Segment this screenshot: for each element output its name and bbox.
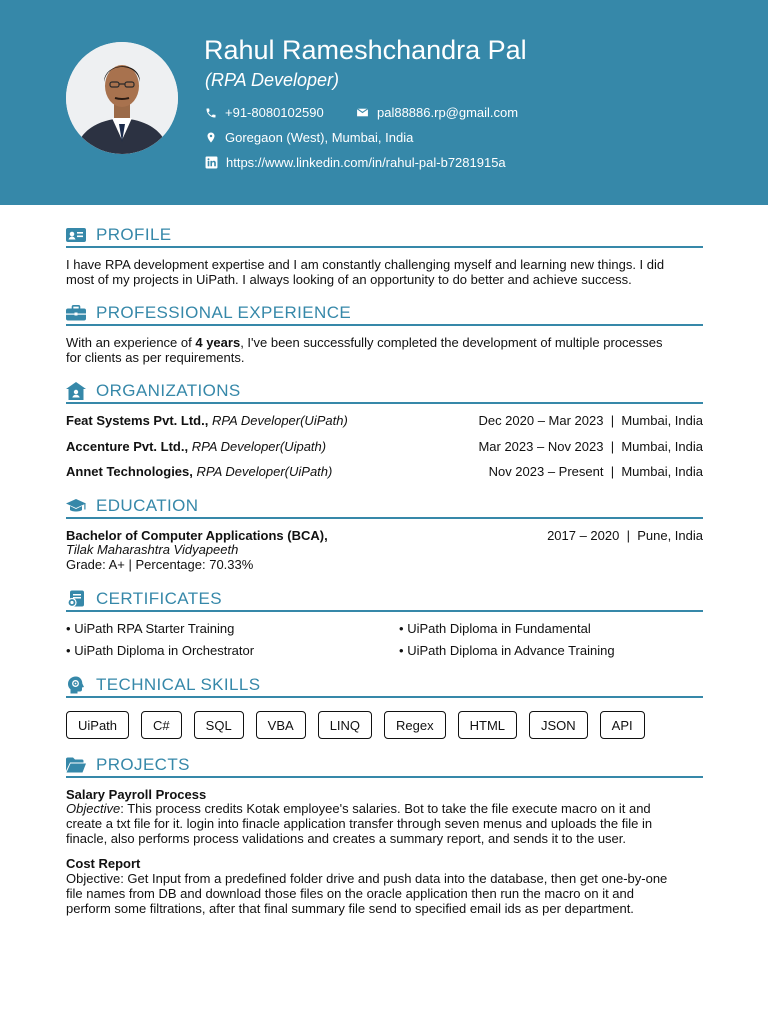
project-line: finacle, also performs process validations and creates a summary report, and sends it to the user. [66, 831, 626, 846]
project-line: Objective: Get Input from a predefined folder drive and push data into the database, then get one-by-one [66, 871, 668, 886]
phone-icon [205, 107, 217, 119]
skill-tag: VBA [256, 711, 306, 739]
experience-section-header [66, 302, 703, 326]
certificate-name: UiPath Diploma in Advance Training [407, 643, 615, 658]
skill-tag: API [600, 711, 645, 739]
bullet: • [66, 621, 71, 636]
organization-row [66, 413, 703, 428]
organization-period [478, 413, 703, 428]
skills-section-header [66, 674, 703, 698]
skill-tag: JSON [529, 711, 588, 739]
skill-tag: HTML [458, 711, 517, 739]
email-icon [356, 107, 369, 118]
skill-tag: UiPath [66, 711, 129, 739]
header-banner [0, 0, 768, 205]
project-title: Salary Payroll Process [66, 787, 207, 802]
experience-title: PROFESSIONAL EXPERIENCE [96, 303, 352, 322]
linkedin-icon [205, 156, 218, 169]
job-location: Mumbai, India [621, 439, 703, 454]
experience-suffix: , I've been successfully completed the development of multiple processes [240, 335, 663, 350]
projects-section-header [66, 754, 703, 778]
education-dates: 2017 – 2020 [547, 528, 620, 543]
education-grade: Grade: A+ | Percentage: 70.33% [66, 557, 254, 572]
certificate-name: UiPath RPA Starter Training [74, 621, 235, 636]
certificate-item [66, 621, 234, 636]
organization-info [66, 439, 326, 454]
certificate-name: UiPath Diploma in Fundamental [407, 621, 591, 636]
organizations-title: ORGANIZATIONS [96, 381, 241, 400]
education-row [66, 528, 703, 543]
organization-period [489, 464, 703, 479]
location-contact [205, 130, 413, 145]
experience-line: for clients as per requirements. [66, 350, 245, 365]
linkedin-link[interactable]: https://www.linkedin.com/in/rahul-pal-b7281915a [226, 155, 506, 170]
project-title: Cost Report [66, 856, 141, 871]
education-location: Pune, India [637, 528, 703, 543]
certificates-title: CERTIFICATES [96, 589, 223, 608]
experience-text [66, 335, 706, 365]
candidate-role: (RPA Developer) [205, 70, 340, 90]
profile-line: I have RPA development expertise and I am constantly challenging myself and learning new things. I did [66, 257, 665, 272]
education-section-header [66, 495, 703, 519]
certificate-icon [66, 590, 86, 608]
bullet: • [399, 643, 404, 658]
project-text: : This process credits Kotak employee's salaries. Bot to take the file execute macro on it and [120, 801, 651, 816]
brain-head-icon [66, 676, 86, 694]
skill-tag: LINQ [318, 711, 372, 739]
building-icon [66, 382, 86, 400]
project-line: perform some filtrations, after that final summary file send to specified email ids as per department. [66, 901, 634, 916]
bullet: • [66, 643, 71, 658]
experience-years: 4 years [195, 335, 241, 350]
profile-title: PROFILE [96, 225, 172, 244]
job-location: Mumbai, India [621, 413, 703, 428]
profile-photo [66, 42, 178, 154]
briefcase-icon [66, 304, 86, 322]
certificates-section-header [66, 588, 703, 612]
email-text: pal88886.rp@gmail.com [377, 105, 519, 120]
organization-info [66, 464, 332, 479]
graduation-cap-icon [66, 497, 86, 515]
project-line [66, 801, 706, 816]
organization-row [66, 464, 703, 479]
degree-name: Bachelor of Computer Applications (BCA), [66, 528, 328, 543]
organization-info [66, 413, 348, 428]
certificate-name: UiPath Diploma in Orchestrator [74, 643, 255, 658]
company-name: Feat Systems Pvt. Ltd., [66, 413, 209, 428]
skill-tag: Regex [384, 711, 446, 739]
separator: | [610, 464, 615, 479]
separator: | [610, 439, 615, 454]
experience-line [66, 335, 706, 350]
phone-text: +91-8080102590 [225, 105, 324, 120]
job-location: Mumbai, India [621, 464, 703, 479]
project-line: create a txt file for it. login into finacle application transfer through seven menus and uploads the file in [66, 816, 653, 831]
organization-row [66, 439, 703, 454]
projects-title: PROJECTS [96, 755, 190, 774]
company-name: Accenture Pvt. Ltd., [66, 439, 189, 454]
id-card-icon [66, 226, 86, 244]
project-line: file names from DB and download those files on the oracle application then run the macro on it and [66, 886, 635, 901]
job-role: RPA Developer(UiPath) [196, 464, 333, 479]
profile-text [66, 257, 706, 287]
education-period [547, 528, 703, 543]
job-dates: Dec 2020 – Mar 2023 [478, 413, 604, 428]
university-name: Tilak Maharashtra Vidyapeeth [66, 542, 239, 557]
bullet: • [399, 621, 404, 636]
certificate-item [66, 643, 254, 658]
objective-label: Objective [66, 801, 121, 816]
email-contact[interactable] [356, 105, 518, 120]
location-pin-icon [205, 131, 217, 144]
experience-prefix: With an experience of [66, 335, 196, 350]
separator: | [626, 528, 630, 543]
project-description [66, 871, 706, 916]
organizations-section-header [66, 380, 703, 404]
skills-list [66, 711, 645, 739]
linkedin-contact[interactable] [205, 155, 506, 170]
skills-title: TECHNICAL SKILLS [96, 675, 261, 694]
skill-tag: SQL [194, 711, 244, 739]
job-role: RPA Developer(Uipath) [191, 439, 327, 454]
project-description [66, 801, 706, 846]
skill-tag: C# [141, 711, 182, 739]
profile-section-header [66, 224, 703, 248]
job-role: RPA Developer(UiPath) [211, 413, 348, 428]
company-name: Annet Technologies, [66, 464, 193, 479]
job-dates: Nov 2023 – Present [488, 464, 604, 479]
separator: | [610, 413, 615, 428]
candidate-name: Rahul Rameshchandra Pal [204, 35, 527, 65]
folder-open-icon [66, 756, 86, 774]
education-title: EDUCATION [96, 496, 199, 515]
phone-contact[interactable] [205, 105, 324, 120]
certificate-item [399, 643, 615, 658]
job-dates: Mar 2023 – Nov 2023 [478, 439, 604, 454]
certificate-item [399, 621, 591, 636]
organization-period [478, 439, 703, 454]
profile-line: most of my projects in UiPath. I always looking of an opportunity to do better and achieve success. [66, 272, 632, 287]
location-text: Goregaon (West), Mumbai, India [225, 130, 414, 145]
